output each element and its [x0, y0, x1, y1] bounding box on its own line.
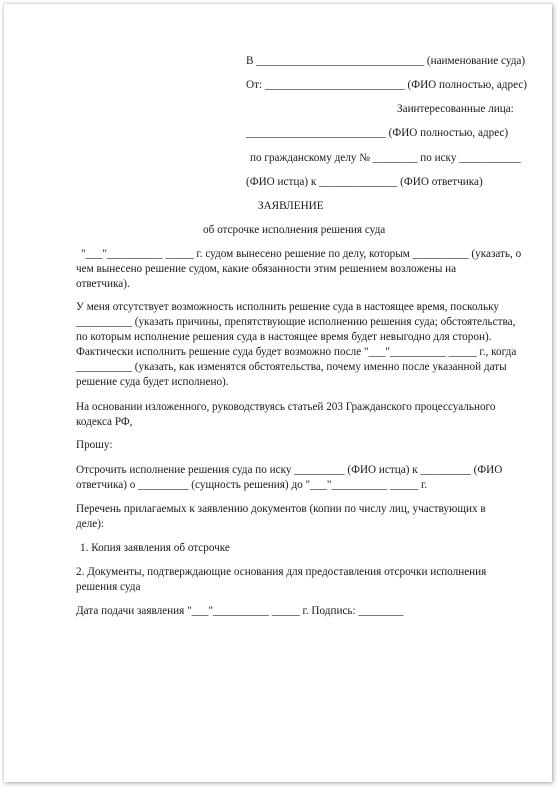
parties-line: (ФИО истца) к ______________ (ФИО ответчика)	[246, 176, 483, 188]
paragraph-2-line-2: __________ (указать причины, препятствующие исполнению решения суда; обстоятельства,	[76, 316, 516, 328]
paragraph-3-line-2: кодекса РФ,	[76, 416, 133, 428]
paragraph-4-line-1: Отсрочить исполнение решения суда по иску _________ (ФИО истца) к _________ (ФИО	[76, 464, 503, 476]
document-page	[4, 4, 552, 782]
paragraph-1-line-3: ответчика).	[76, 278, 130, 290]
paragraph-2-line-3: по которым исполнение решения суда в настоящее время будет невыгодно для сторон).	[76, 331, 492, 343]
paragraph-2-line-4: Фактически исполнить решение суда будет возможно после "___"__________ _____ г., когда	[76, 346, 517, 358]
interested-parties-line: _________________________ (ФИО полностью, адрес)	[246, 127, 509, 139]
attachment-item-2-line-1: 2. Документы, подтверждающие основания для предоставления отсрочки исполнения	[76, 566, 487, 578]
paragraph-1-line-2: чем вынесено решение судом, какие обязанности этим решением возложены на	[76, 263, 457, 275]
from-line: От: _________________________ (ФИО полностью, адрес)	[246, 79, 528, 91]
paragraph-2-line-5: __________ (указать, как изменятся обстоятельства, почему именно после указанной даты	[76, 361, 507, 373]
paragraph-2-line-1: У меня отсутствует возможность исполнить решение суда в настоящее время, поскольку	[76, 301, 499, 313]
court-line: В ______________________________ (наименование суда)	[246, 55, 526, 67]
paragraph-1-line-1: "___"__________ _____ г. судом вынесено решение по делу, которым __________ (указать, о	[81, 248, 522, 260]
paragraph-3-line-1: На основании изложенного, руководствуясь статьей 203 Гражданского процессуального	[76, 401, 496, 413]
document-title: ЗАЯВЛЕНИЕ	[258, 200, 324, 212]
attachment-item-1: 1. Копия заявления об отсрочке	[80, 542, 230, 554]
case-number-line: по гражданскому делу № ________ по иску ___________	[250, 152, 521, 164]
paragraph-5-line-2: деле):	[76, 518, 105, 530]
paragraph-2-line-6: решение суда будет исполнено).	[76, 376, 229, 388]
attachment-item-2-line-2: решения суда	[76, 581, 141, 593]
paragraph-4-line-2: ответчика) о _________ (сущность решения) до "___"__________ _____ г.	[76, 479, 428, 491]
signature-line: Дата подачи заявления "___"__________ _____ г. Подпись: ________	[76, 605, 404, 617]
document-subtitle: об отсрочке исполнения решения суда	[203, 224, 386, 236]
paragraph-5-line-1: Перечень прилагаемых к заявлению документов (копии по числу лиц, участвующих в	[76, 503, 486, 515]
interested-parties-label: Заинтересованные лица:	[397, 103, 514, 115]
request-label: Прошу:	[76, 439, 113, 451]
